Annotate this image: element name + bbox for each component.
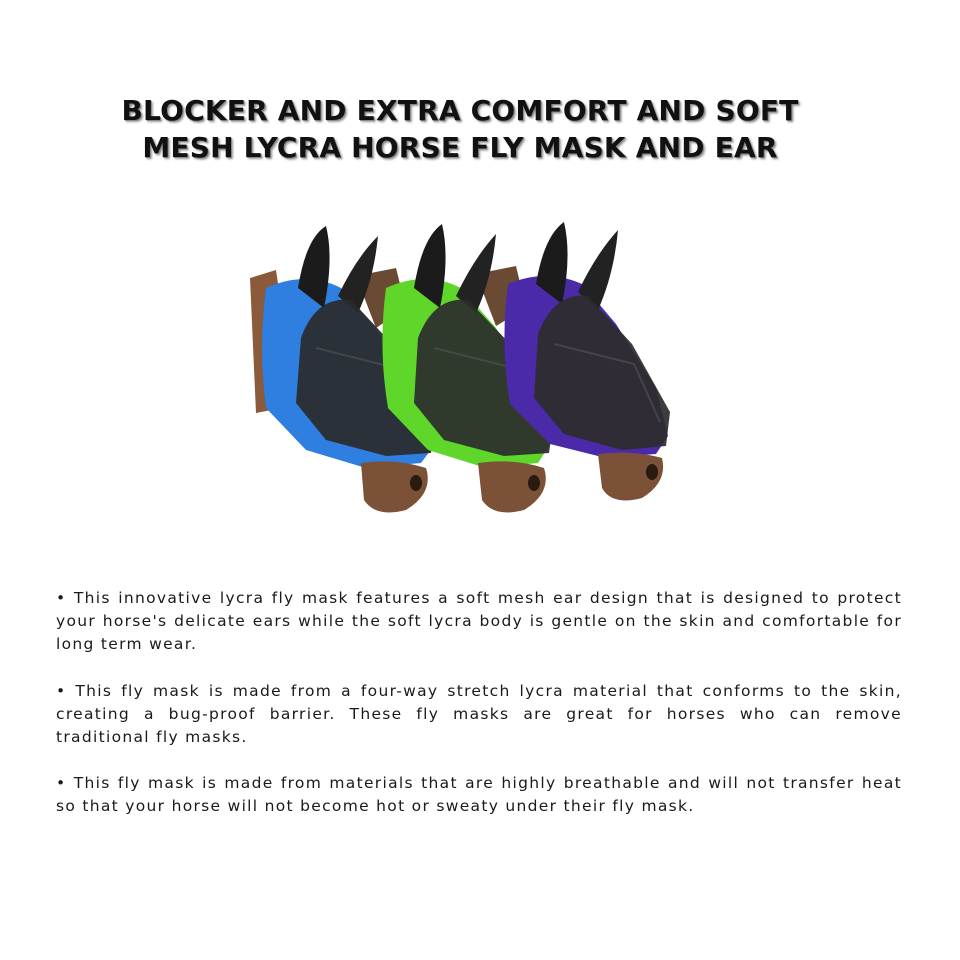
description-paragraph-2: • This fly mask is made from a four-way stretch lycra material that conforms to the skin, creating a bug-proof barrier. These fly masks are great for horses who can remove traditional fly masks. — [56, 682, 902, 746]
product-title-line-1: BLOCKER AND EXTRA COMFORT AND SOFT — [121, 94, 799, 127]
product-title — [40, 92, 880, 166]
description-paragraph-3: • This fly mask is made from materials that are highly breathable and will not transfer heat so that your horse will not become hot or sweaty under their fly mask. — [56, 774, 902, 815]
description-paragraph-1: • This innovative lycra fly mask features a soft mesh ear design that is designed to protect your horse's delicate ears while the soft lycra body is gentle on the skin and comfortable for long term wear. — [56, 589, 902, 653]
product-image-fly-masks — [246, 218, 676, 523]
product-title-line-2: MESH LYCRA HORSE FLY MASK AND EAR — [142, 131, 778, 164]
